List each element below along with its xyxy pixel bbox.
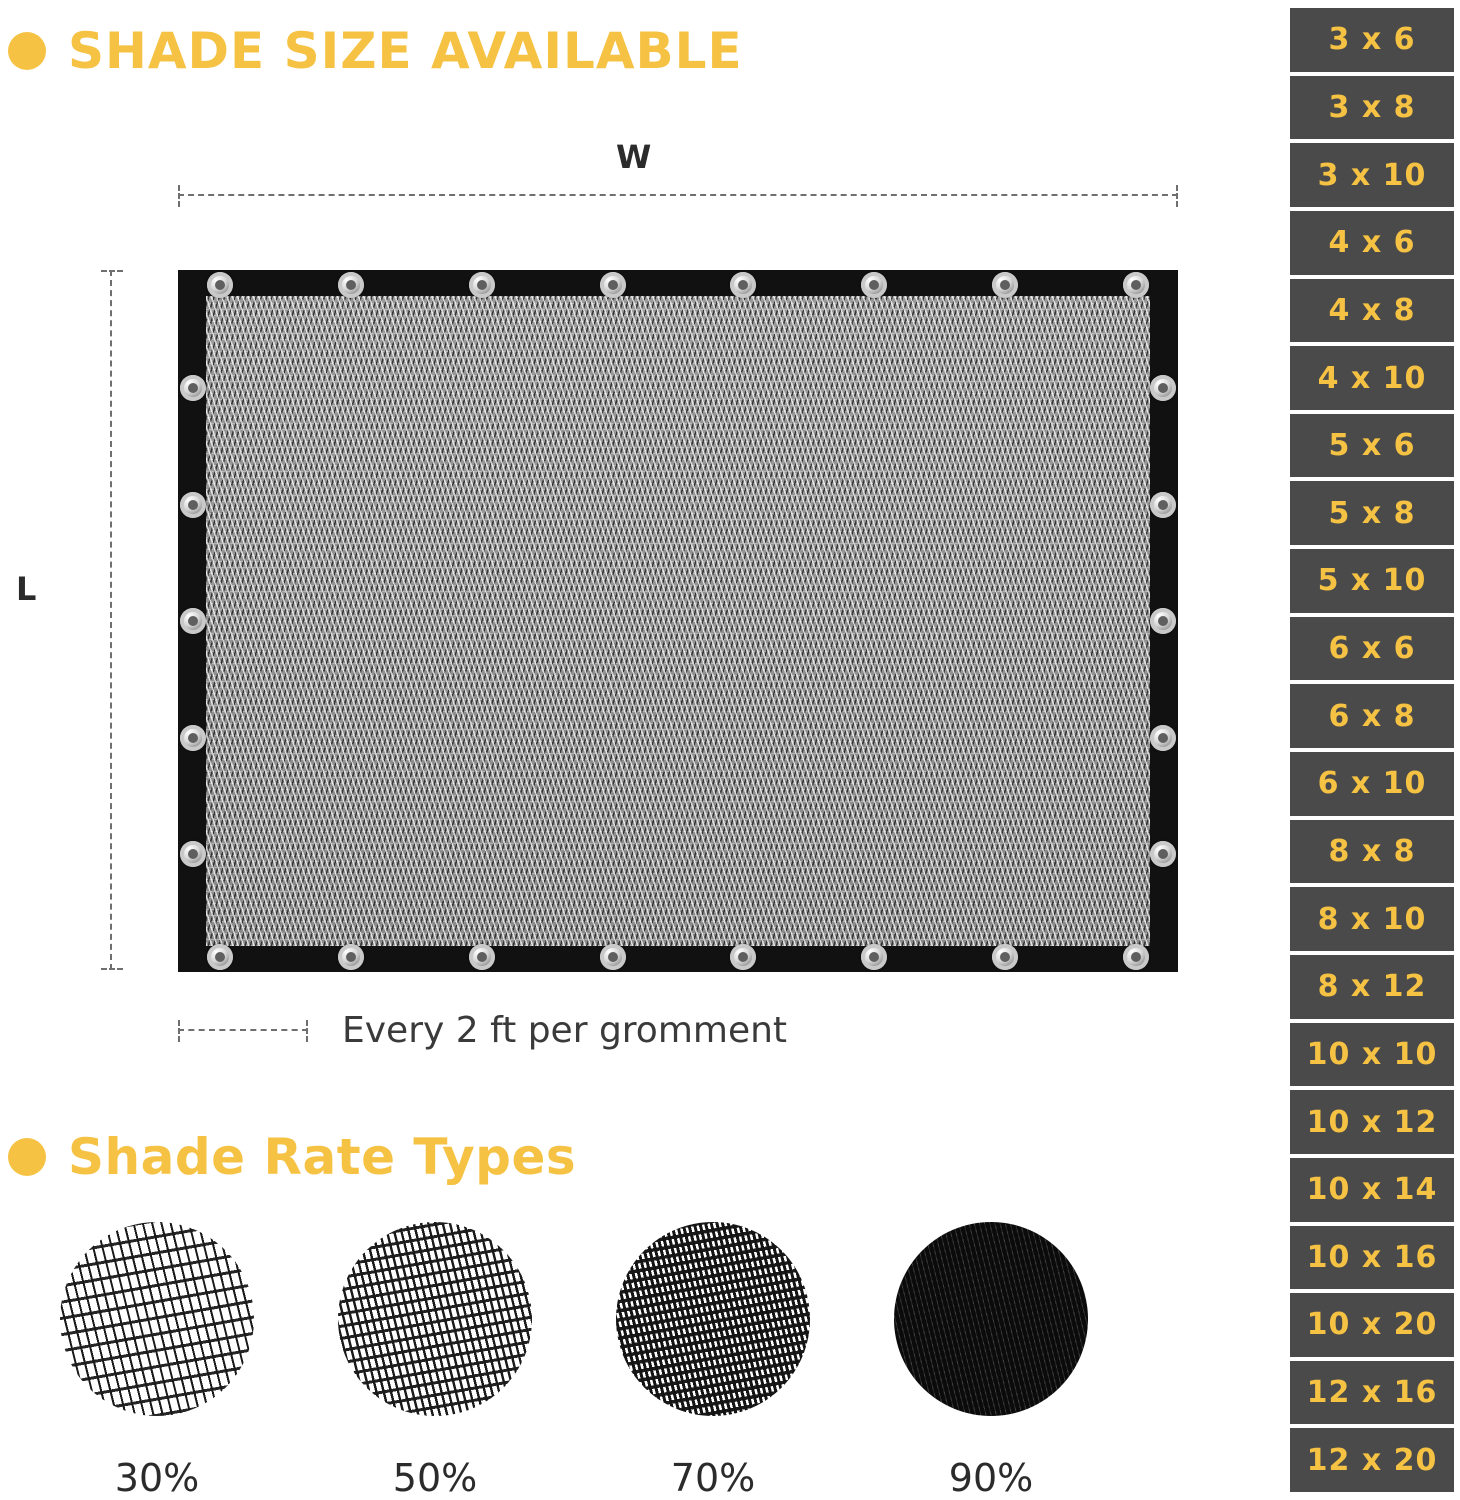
shade-rate-row	[60, 1222, 1200, 1500]
length-dimension-line	[110, 270, 113, 970]
size-chip[interactable]: 3 x 6	[1290, 8, 1454, 72]
size-chip[interactable]: 5 x 6	[1290, 414, 1454, 478]
grommet-icon	[180, 375, 206, 401]
mesh-90-icon	[894, 1222, 1088, 1416]
shade-size-heading	[8, 22, 743, 80]
size-chip[interactable]: 3 x 10	[1290, 143, 1454, 207]
width-dimension-label: W	[616, 138, 652, 176]
size-chip[interactable]: 5 x 8	[1290, 481, 1454, 545]
shade-rate-item	[894, 1222, 1088, 1500]
width-dim-cap-left	[178, 185, 180, 207]
width-dim-cap-right	[1176, 185, 1178, 207]
grommet-icon	[1150, 375, 1176, 401]
shade-rate-item	[338, 1222, 532, 1500]
grommet-icon	[469, 272, 495, 298]
size-chip[interactable]: 10 x 12	[1290, 1090, 1454, 1154]
grommet-spacing-line	[178, 1029, 308, 1032]
shade-rate-label: 70%	[670, 1456, 756, 1500]
mesh-fabric-area	[206, 296, 1150, 946]
mesh-50-icon	[338, 1222, 532, 1416]
grommet-icon	[1123, 272, 1149, 298]
shade-rate-label: 50%	[392, 1456, 478, 1500]
grommet-icon	[1123, 944, 1149, 970]
grommet-icon	[180, 492, 206, 518]
length-dim-cap-top	[101, 270, 123, 272]
mesh-30-icon	[60, 1222, 254, 1416]
size-chip[interactable]: 3 x 8	[1290, 76, 1454, 140]
bullet-dot-icon	[8, 1138, 46, 1176]
grommet-icon	[338, 944, 364, 970]
grommet-icon	[180, 608, 206, 634]
size-chip[interactable]: 8 x 8	[1290, 820, 1454, 884]
size-chip[interactable]: 8 x 12	[1290, 955, 1454, 1019]
grommet-spacing-text: Every 2 ft per gromment	[342, 1010, 788, 1051]
size-chip[interactable]: 4 x 10	[1290, 346, 1454, 410]
shade-size-heading-label: SHADE SIZE AVAILABLE	[68, 22, 743, 80]
grommet-icon	[180, 725, 206, 751]
grommet-icon	[600, 272, 626, 298]
shade-rate-item	[616, 1222, 810, 1500]
width-dimension-line	[178, 194, 1178, 197]
shade-rate-label: 90%	[948, 1456, 1034, 1500]
grommet-icon	[1150, 841, 1176, 867]
grommet-spacing-note	[178, 1010, 787, 1051]
size-chip[interactable]: 6 x 6	[1290, 617, 1454, 681]
grommet-icon	[730, 272, 756, 298]
grommet-icon	[861, 272, 887, 298]
size-chip[interactable]: 12 x 16	[1290, 1361, 1454, 1425]
grommet-icon	[992, 272, 1018, 298]
size-list	[1290, 0, 1460, 1500]
grommet-span-cap-left	[178, 1020, 180, 1042]
size-chip[interactable]: 4 x 8	[1290, 279, 1454, 343]
size-chip[interactable]: 6 x 10	[1290, 752, 1454, 816]
mesh-70-icon	[616, 1222, 810, 1416]
length-dim-cap-bottom	[101, 968, 123, 970]
size-chip[interactable]: 10 x 16	[1290, 1226, 1454, 1290]
shade-rate-item	[60, 1222, 254, 1500]
grommet-icon	[730, 944, 756, 970]
size-chip[interactable]: 10 x 10	[1290, 1023, 1454, 1087]
grommet-icon	[180, 841, 206, 867]
grommet-icon	[992, 944, 1018, 970]
grommet-icon	[207, 944, 233, 970]
grommet-icon	[469, 944, 495, 970]
size-chip[interactable]: 10 x 14	[1290, 1158, 1454, 1222]
size-chip[interactable]: 8 x 10	[1290, 887, 1454, 951]
grommet-icon	[861, 944, 887, 970]
size-chip[interactable]: 10 x 20	[1290, 1293, 1454, 1357]
size-chip[interactable]: 5 x 10	[1290, 549, 1454, 613]
grommet-span-cap-right	[306, 1020, 308, 1042]
grommet-icon	[338, 272, 364, 298]
bullet-dot-icon	[8, 32, 46, 70]
size-chip[interactable]: 6 x 8	[1290, 684, 1454, 748]
size-chip[interactable]: 4 x 6	[1290, 211, 1454, 275]
length-dimension-label: L	[16, 570, 37, 608]
grommet-icon	[600, 944, 626, 970]
grommet-icon	[1150, 608, 1176, 634]
shade-rate-label: 30%	[114, 1456, 200, 1500]
shade-rate-heading-label: Shade Rate Types	[68, 1128, 577, 1186]
shade-rate-heading	[8, 1128, 576, 1186]
grommet-icon	[1150, 725, 1176, 751]
size-chip[interactable]: 12 x 20	[1290, 1428, 1454, 1492]
shade-cloth-panel	[178, 270, 1178, 972]
grommet-icon	[207, 272, 233, 298]
shade-diagram	[0, 110, 1290, 1090]
grommet-icon	[1150, 492, 1176, 518]
